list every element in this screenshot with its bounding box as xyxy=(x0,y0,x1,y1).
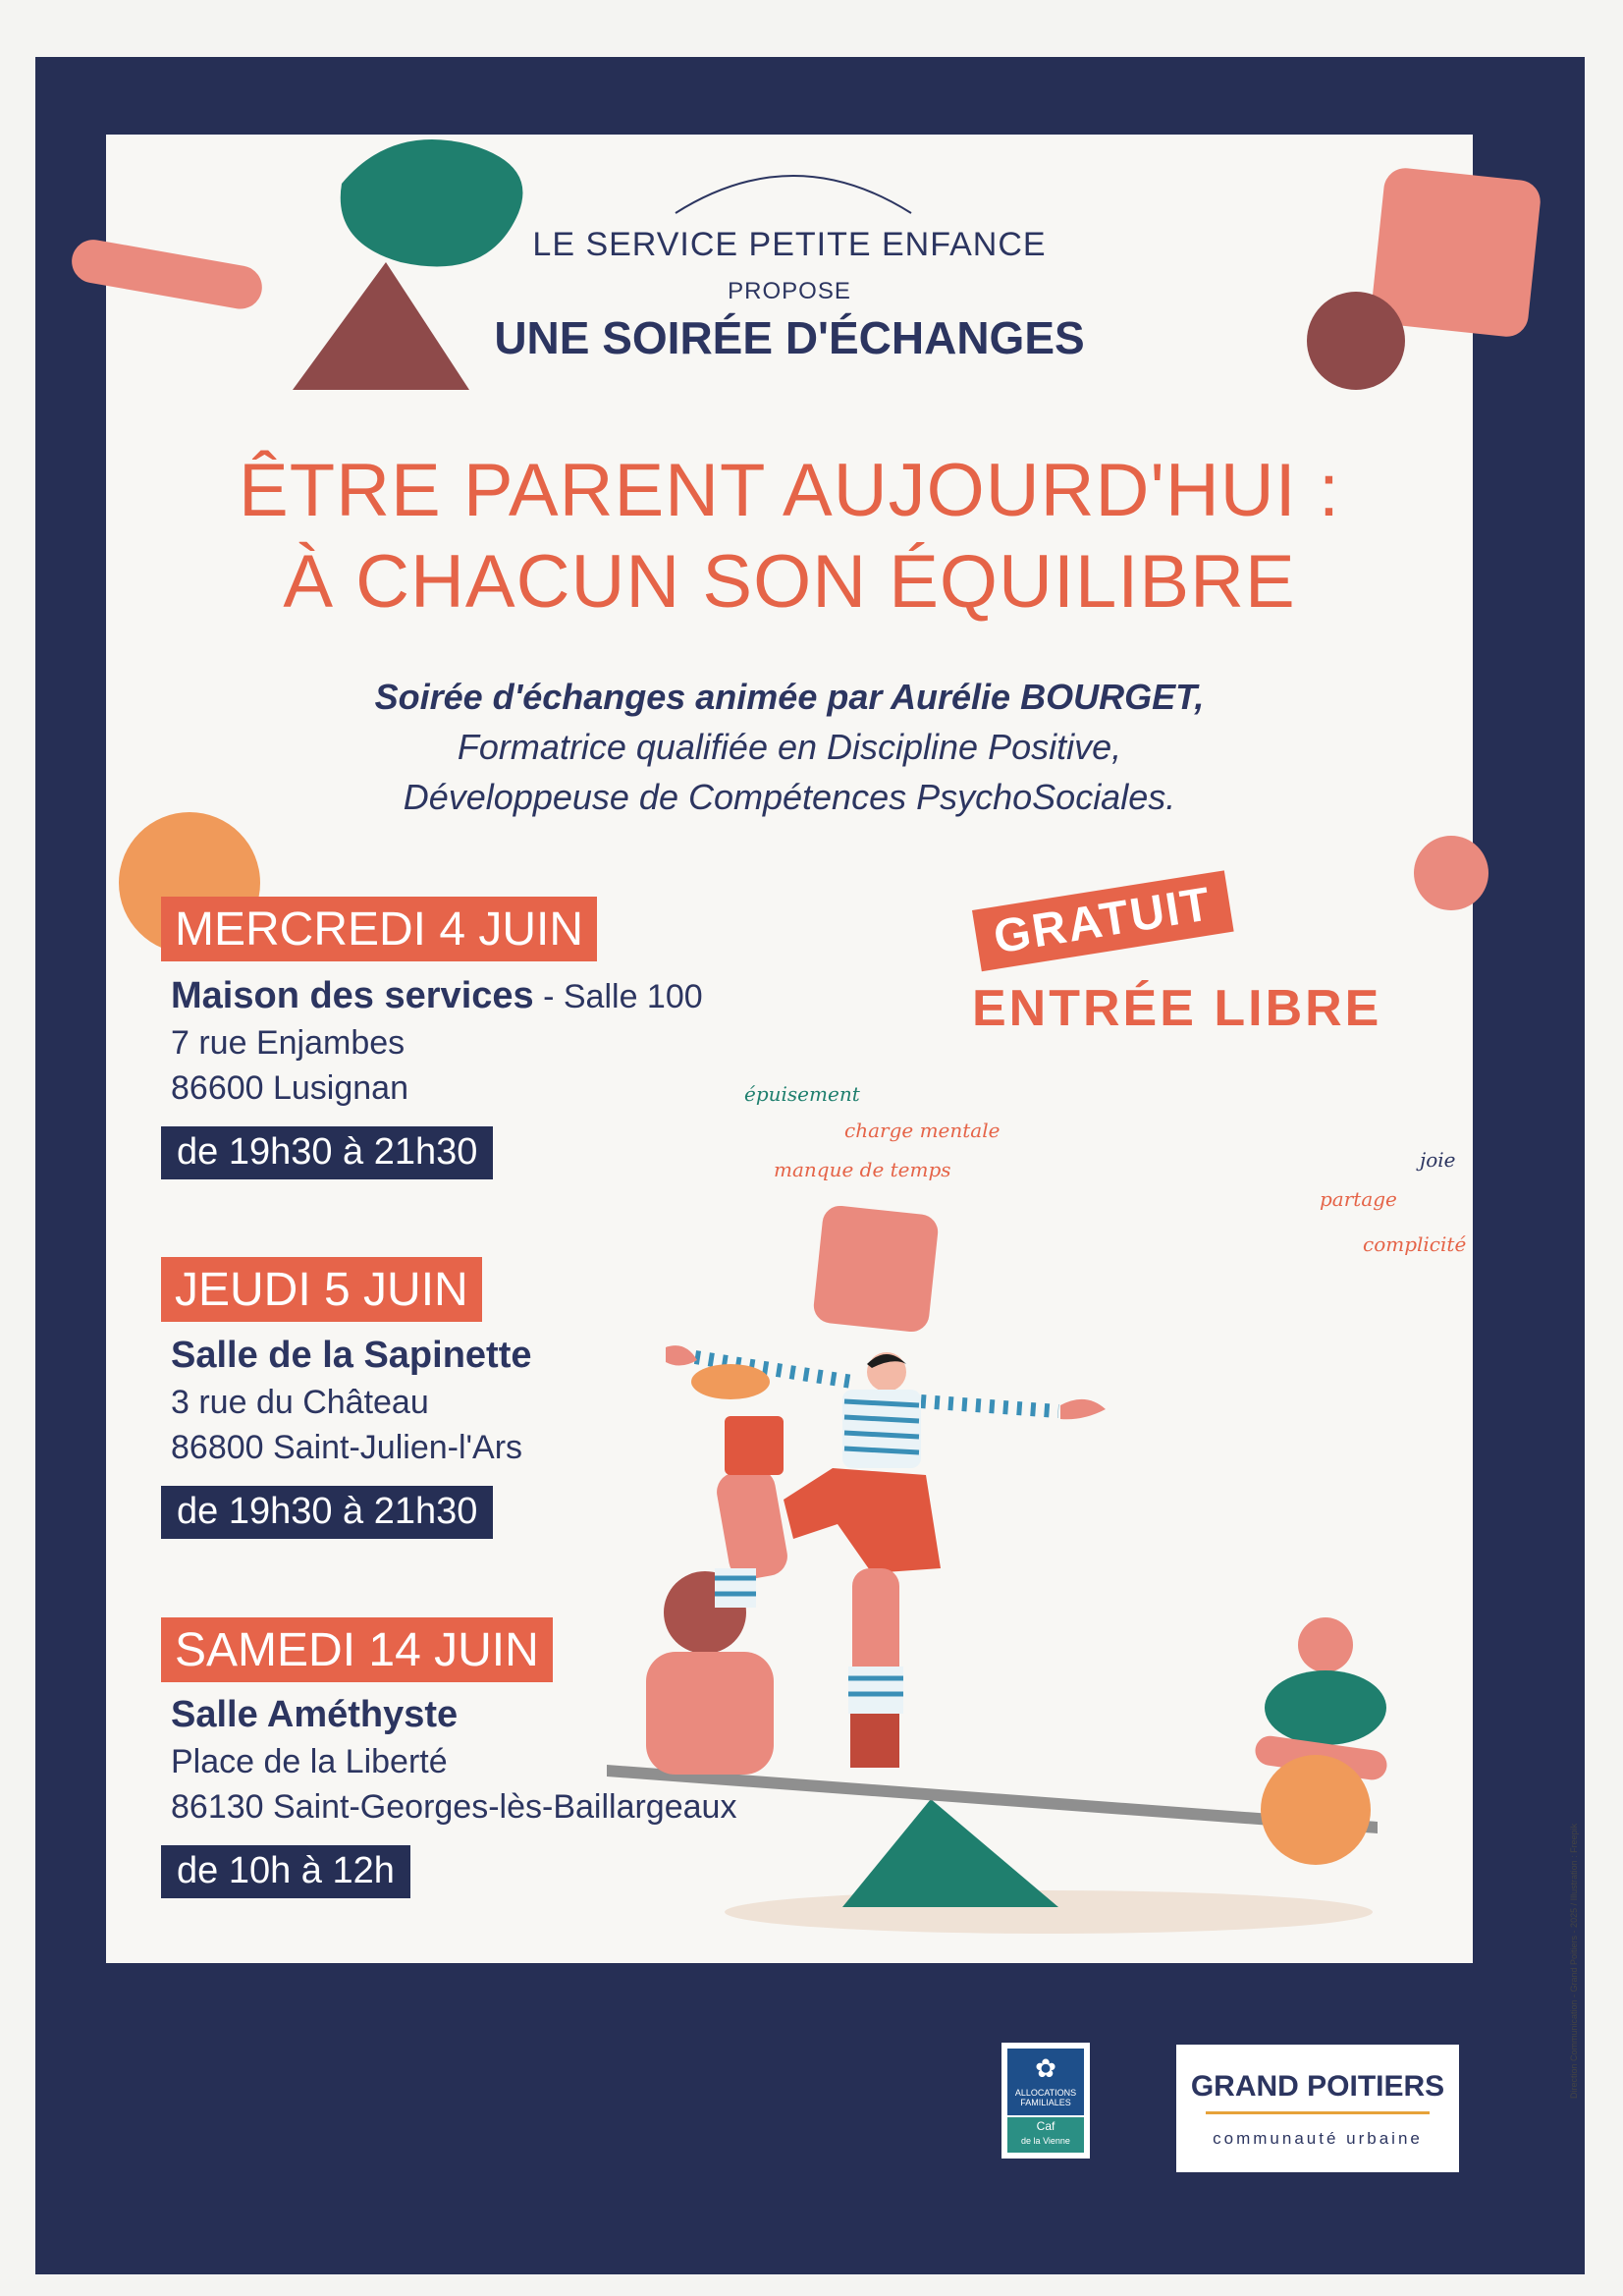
venue-room: - Salle 100 xyxy=(533,978,703,1015)
gp-accent-bar xyxy=(1206,2111,1430,2114)
caf-logo-text: ALLOCATIONS FAMILIALES xyxy=(1014,2088,1077,2107)
event-city: 86600 Lusignan xyxy=(171,1069,409,1107)
word-joie: joie xyxy=(1420,1148,1456,1172)
main-title-line1: ÊTRE PARENT AUJOURD'HUI : xyxy=(239,449,1340,532)
event-venue xyxy=(171,975,703,1017)
gp-subtitle: communauté urbaine xyxy=(1213,2129,1423,2148)
event-street: 7 rue Enjambes xyxy=(171,1024,406,1062)
event-time-tag: de 19h30 à 21h30 xyxy=(161,1126,493,1179)
caf-name: Caf xyxy=(1036,2119,1055,2133)
intro-line2: Formatrice qualifiée en Discipline Positive, xyxy=(457,727,1122,767)
word-complicite: complicité xyxy=(1363,1232,1467,1256)
gp-title: GRAND POITIERS xyxy=(1190,2070,1445,2103)
caf-people-icon: ✿ xyxy=(1035,2053,1056,2083)
event-day-tag: MERCREDI 4 JUIN xyxy=(161,897,597,961)
event-city: 86800 Saint-Julien-l'Ars xyxy=(171,1429,523,1466)
entree-libre-label: ENTRÉE LIBRE xyxy=(972,980,1382,1037)
caf-sub: de la Vienne xyxy=(1021,2136,1070,2146)
intro-line1: Soirée d'échanges animée par Aurélie BOURGET, xyxy=(374,677,1205,717)
event-street: 3 rue du Château xyxy=(171,1384,429,1421)
illustration-credit: Direction Communication - Grand Poitiers - 2025 / Illustration : Freepik xyxy=(1569,1823,1579,2099)
word-charge-mentale: charge mentale xyxy=(844,1119,1001,1142)
event-time-tag: de 19h30 à 21h30 xyxy=(161,1486,493,1539)
caf-logo-top xyxy=(1007,2049,1084,2115)
propose-label: PROPOSE xyxy=(728,278,851,304)
caf-logo xyxy=(1001,2043,1090,2159)
caf-logo-bottom xyxy=(1007,2117,1084,2153)
pivot-triangle-shape xyxy=(842,1799,1058,1907)
balancing-person-illustration xyxy=(636,1077,1471,1961)
event-time-tag: de 10h à 12h xyxy=(161,1845,410,1898)
venue-name: Maison des services xyxy=(171,975,534,1016)
event-street: Place de la Liberté xyxy=(171,1743,448,1780)
service-label: LE SERVICE PETITE ENFANCE xyxy=(532,226,1047,263)
event-day-tag: SAMEDI 14 JUIN xyxy=(161,1617,553,1682)
event-day-tag: JEUDI 5 JUIN xyxy=(161,1257,482,1322)
event-venue: Salle Améthyste xyxy=(171,1694,459,1735)
intro-line3: Développeuse de Compétences PsychoSociales. xyxy=(403,777,1176,817)
gratuit-badge: GRATUIT xyxy=(972,870,1233,971)
word-partage: partage xyxy=(1320,1187,1397,1211)
soiree-heading: UNE SOIRÉE D'ÉCHANGES xyxy=(494,312,1085,363)
grand-poitiers-logo xyxy=(1176,2045,1459,2172)
pink-circle-shape xyxy=(1414,836,1488,910)
word-manque-de-temps: manque de temps xyxy=(774,1158,951,1181)
event-city: 86130 Saint-Georges-lès-Baillargeaux xyxy=(171,1788,737,1826)
event-venue: Salle de la Sapinette xyxy=(171,1335,532,1376)
main-title-line2: À CHACUN SON ÉQUILIBRE xyxy=(283,540,1296,624)
header-arc-icon xyxy=(666,158,921,217)
word-epuisement: épuisement xyxy=(744,1082,860,1106)
